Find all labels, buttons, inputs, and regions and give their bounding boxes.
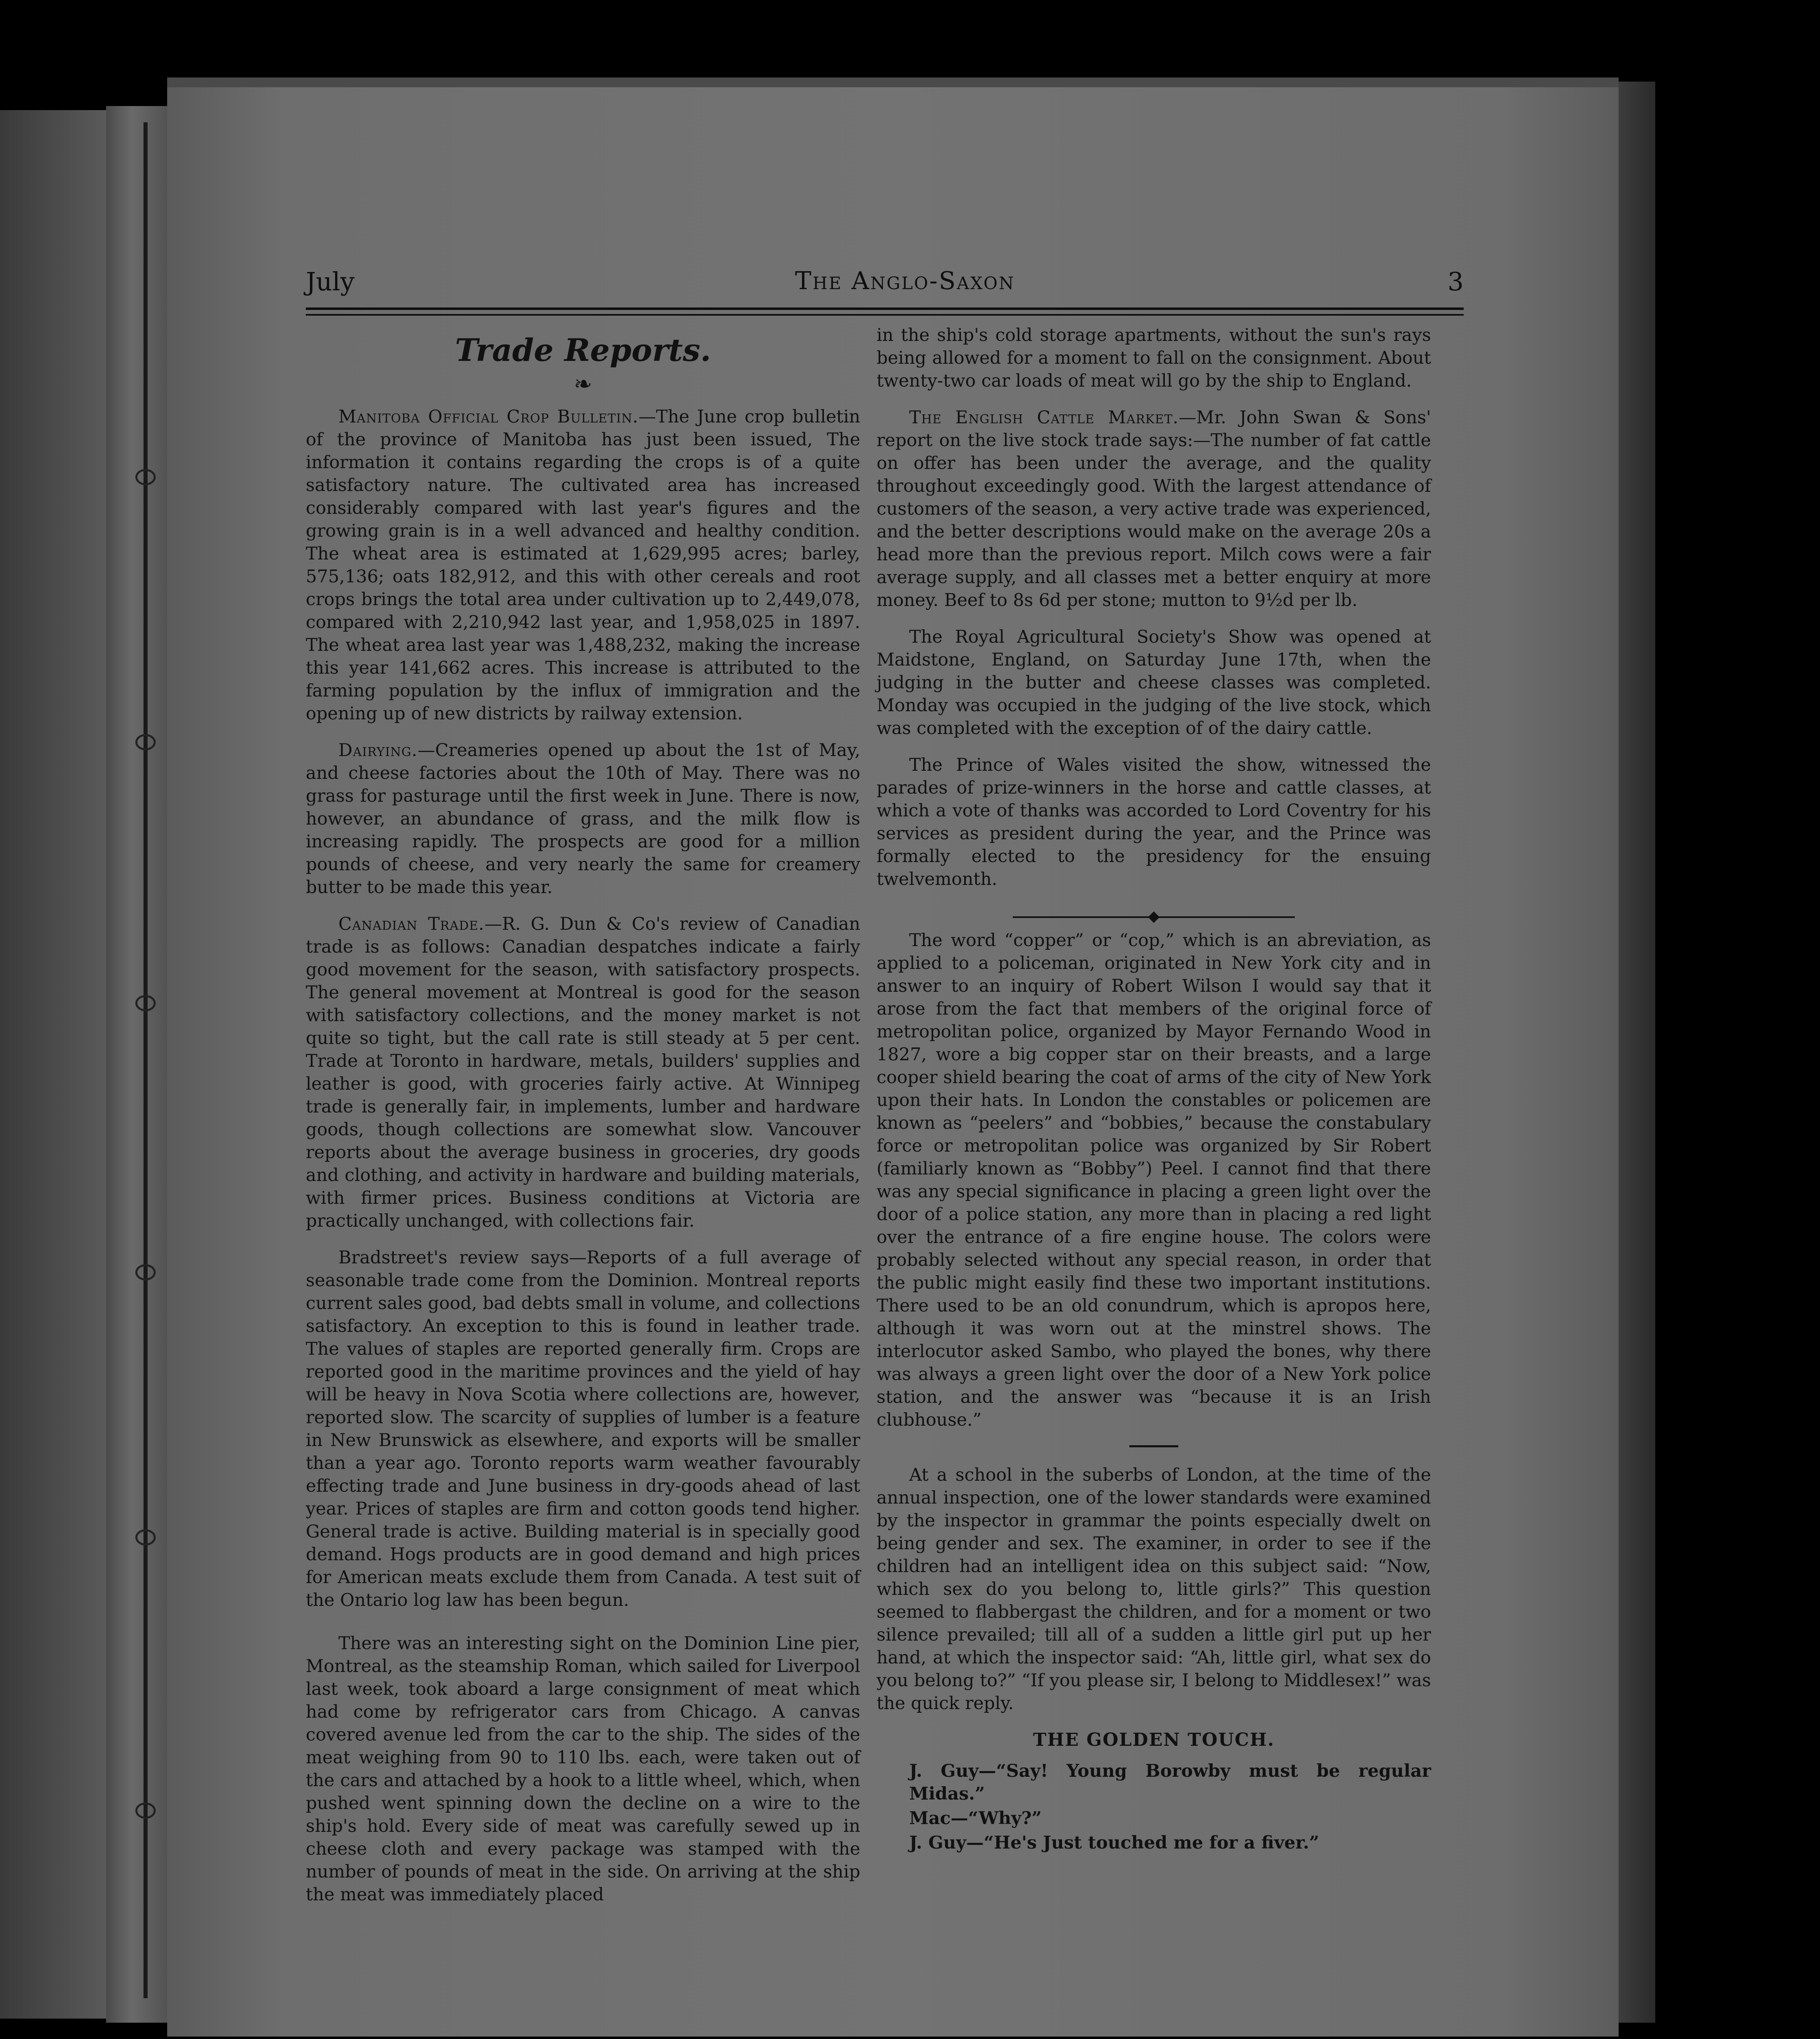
article-paragraph bbox=[306, 1632, 860, 1906]
article-paragraph bbox=[306, 405, 860, 725]
article-paragraph bbox=[877, 626, 1431, 740]
dialog-line: J. Guy—“Say! Young Borowby must be regular Midas.” bbox=[909, 1761, 1431, 1804]
binding-stitch bbox=[135, 1529, 156, 1546]
article-paragraph bbox=[306, 1246, 860, 1612]
page-right-edge bbox=[1619, 82, 1655, 2023]
runin-heading: Manitoba Official Crop Bulletin. bbox=[338, 407, 639, 427]
paragraph-text: —The June crop bulletin of the province of Manitoba has just been issued, The information it contains regarding the crops is of a quite satisfactory nature. The cultivated area has increased considerably compared with last year's figures and the growing grain is in a well advanced and healthy condition. The wheat area is estimated at 1,629,995 acres; barley, 575,136; oats 182,912, and this with other cereals and root crops brings the total area under cultivation up to 2,449,078, compared with 2,210,942 last year, and 1,958,025 in 1897. The wheat area last year was 1,488,232, making the increase this year 141,662 acres. This increase is attributed to the farming population by the influx of immigration and the opening up of new districts by railway extension. bbox=[306, 407, 860, 724]
left-page-edge bbox=[0, 110, 106, 2019]
right-column bbox=[877, 324, 1431, 1856]
section-heading: Trade Reports. bbox=[455, 332, 711, 368]
header-page-number: 3 bbox=[1447, 267, 1464, 296]
header-month: July bbox=[306, 267, 355, 296]
spine-line bbox=[144, 122, 148, 1998]
paragraph-text: Bradstreet's review says—Reports of a full average of seasonable trade come from the Dominion. Montreal reports current sales good, bad debts small in volume, and collections satisfactory. An exception to this is found in leather trade. The values of staples are reported generally firm. Crops are reported good in the maritime provinces and the yield of hay will be heavy in Nova Scotia where collections are, however, reported slow. The scarcity of supplies of lumber is a feature in New Brunswick as elsewhere, and exports will be smaller than a year ago. Toronto reports warm weather favourably effecting trade and June business in dry-goods ahead of last year. Prices of staples are firm and cotton goods tend higher. General trade is active. Building material is in specially good demand. Hogs products are in good demand and high prices for American meats exclude them from Canada. A test suit of the Ontario log law has been begun. bbox=[306, 1247, 860, 1610]
binding-stitch bbox=[135, 734, 156, 750]
paragraph-text: in the ship's cold storage apartments, without the sun's rays being allowed for a moment to fall on the consignment. About twenty-two car loads of meat will go by the ship to England. bbox=[877, 325, 1431, 391]
article-paragraph bbox=[877, 324, 1431, 392]
runin-heading: The English Cattle Market. bbox=[909, 407, 1179, 428]
paragraph-text: The Royal Agricultural Society's Show was opened at Maidstone, England, on Saturday June 17th, when the judging in the butter and cheese classes was completed. Monday was occupied in the judging of the live stock, which was completed with the exception of of the dairy cattle. bbox=[877, 627, 1431, 739]
short-rule bbox=[1129, 1445, 1178, 1447]
dialog-line: Mac—“Why?” bbox=[909, 1808, 1042, 1829]
running-header bbox=[306, 267, 1464, 307]
binding-stitch bbox=[135, 995, 156, 1011]
runin-heading: Dairying. bbox=[338, 740, 418, 761]
copper-paragraph: The word “copper” or “cop,” which is an abreviation, as applied to a policeman, originated in New York city and in answer to an inquiry of Robert Wilson I would say that it arose from the fact that members of the original force of metropolitan police, organized by Mayor Fernando Wood in 1827, wore a big copper star on their breasts, and a large cooper shield bearing the coat of arms of the city of New York upon their hats. In London the constables or policemen are known as “peelers” and “bobbies,” because the constabulary force or metropolitan police was organized by Sir Robert (familiarly known as “Bobby”) Peel. I cannot find that there was any special significance in placing a green light over the door of a police station, any more than in placing a red light over the entrance of a fire engine house. The colors were probably selected without any special reason, in order that the public might easily find these two important institutions. There used to be an old conundrum, which is apropos here, although it was worn out at the minstrel shows. The interlocutor asked Sambo, who played the bones, why there was always a green light over the door of a New York police station, and the answer was “because it is an Irish clubhouse.” bbox=[877, 930, 1431, 1430]
paragraph-text: —Mr. John Swan & Sons' report on the live stock trade says:—The number of fat cattle on offer has been under the average, and the quality throughout exceedingly good. With the largest attendance of customers of the season, a very active trade was experienced, and the better descriptions would make on the average 20s a head more than the previous report. Milch cows were a fair average supply, and all classes met a better enquiry at more money. Beef to 8s 6d per stone; mutton to 9½d per lb. bbox=[877, 407, 1431, 610]
paragraph-text: The Prince of Wales visited the show, witnessed the parades of prize-winners in the horse and cattle classes, at which a vote of thanks was accorded to Lord Coventry for his services as president during the year, and the Prince was formally elected to the presidency for the ensuing twelvemonth. bbox=[877, 755, 1431, 889]
magazine-page bbox=[167, 77, 1619, 2037]
header-title: The Anglo-Saxon bbox=[795, 267, 1015, 295]
dialog-line: J. Guy—“He's Just touched me for a fiver.” bbox=[909, 1833, 1319, 1853]
header-rule-thick bbox=[306, 307, 1464, 310]
article-paragraph bbox=[877, 754, 1431, 891]
paragraph-text: —R. G. Dun & Co's review of Canadian trade is as follows: Canadian despatches indicate a fairly good movement for the season, with satisfactory prospects. The general movement at Montreal is good for the season with satisfactory collections, and the money market is not quite so tight, but the call rate is still steady at 5 per cent. Trade at Toronto in hardware, metals, builders' supplies and leather is good, with groceries fairly active. At Winnipeg trade is generally fair, in implements, lumber and hardware goods, though collections are somewhat slow. Vancouver reports about the average business in groceries, dry goods and clothing, and activity in hardware and building materials, with firmer prices. Business conditions at Victoria are practically unchanged, with collections fair. bbox=[306, 914, 860, 1231]
article-paragraph bbox=[306, 739, 860, 899]
left-column bbox=[306, 324, 860, 1920]
flourish-ornament: ❧ bbox=[574, 371, 592, 397]
section-divider bbox=[877, 905, 1431, 913]
golden-touch-heading: THE GOLDEN TOUCH. bbox=[1033, 1729, 1275, 1750]
runin-heading: Canadian Trade. bbox=[338, 914, 485, 934]
binding-stitch bbox=[135, 1264, 156, 1280]
paragraph-text: There was an interesting sight on the Dominion Line pier, Montreal, as the steamship Roman, which sailed for Liverpool last week, took aboard a large consignment of meat which had come by refrigerator cars from Chicago. A canvas covered avenue led from the car to the ship. The sides of the meat weighing from 90 to 110 lbs. each, were taken out of the cars and attached by a hook to a little wheel, which, when pushed went spinning down the decline on a wire to the ship's hold. Every side of meat was carefully sewed up in cheese cloth and every package was stamped with the number of pounds of meat in the side. On arriving at the ship the meat was immediately placed bbox=[306, 1633, 860, 1905]
binding-stitch bbox=[135, 469, 156, 485]
binding-stitch bbox=[135, 1802, 156, 1819]
header-rule-thin bbox=[306, 314, 1464, 316]
school-paragraph: At a school in the suberbs of London, at the time of the annual inspection, one of the lower standards were examined by the inspector in grammar the points especially dwelt on being gender and sex. The examiner, in order to see if the children had an intelligent idea on this subject said: “Now, which sex do you belong to, little girls?” This question seemed to flabbergast the children, and for a moment or two silence prevailed; till all of a sudden a little girl put up her hand, at which the inspector said: “Ah, little girl, what sex do you belong to?” “If you please sir, I belong to Middlesex!” was the quick reply. bbox=[877, 1465, 1431, 1714]
book-spine bbox=[106, 106, 171, 2023]
article-paragraph bbox=[877, 406, 1431, 612]
article-paragraph bbox=[306, 913, 860, 1232]
paragraph-text: —Creameries opened up about the 1st of May, and cheese factories about the 10th of May. There was no grass for pasturage until the first week in June. There is now, however, an abundance of grass, and the milk flow is increasing rapidly. The prospects are good for a million pounds of cheese, and very nearly the same for creamery butter to be made this year. bbox=[306, 740, 860, 898]
